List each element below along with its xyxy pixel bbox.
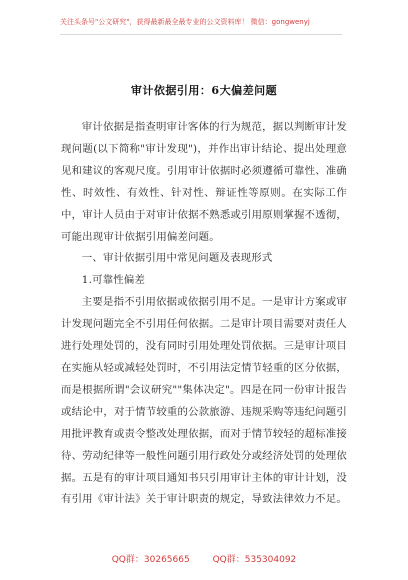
header-banner: 关注头条号"公文研究"，获得最新最全最专业的公文资料库！ 微信：gongwenyj [60,18,310,26]
header-divider [60,34,342,35]
section-heading: 一、审计依据引用中常见问题及表现形式 [81,252,273,265]
subsection-heading: 1.可靠性偏差 [81,274,146,287]
body-paragraph: 主要是指不引用依据或依据引用不足。一是审计方案或审计发现问题完全不引用任何依据。二是审计项目需要对责任人进行处理处罚的，没有同时引用处理处罚依据。三是审计项目在实施从轻或减轻处罚时，不引用法定情节轻重的区分依据，而是根据所谓"会议研究""集体决定"。四是在同一份审计报告或结论中，对于情节较重的公款旅游、违规采购等违纪问题引用批评教育或责令整改处理依据，而对于情节较轻的超标准接待、劳动纪律等一般性问题引用行政处分或经济处罚的处理依据。五是有的审计项目通知书只引用审计主体的审计计划，没有引用《审计法》关于审计职责的规定，导致法律效力不足。 [61,296,347,506]
footer-qq-group-1: QQ群：30265665 [111,555,190,565]
footer-contacts [0,552,408,565]
document-title: 审计依据引用：6大偏差问题 [130,84,278,97]
intro-paragraph: 审计依据是指查明审计客体的行为规范，据以判断审计发现问题(以下简称"审计发现")，并作出审计结论、提出处理意见和建议的客观尺度。引用审计依据时必须遵循可靠性、准确性、时效性、有效性、针对性、辩证性等原则。在实际工作中，审计人员由于对审计依据不熟悉或引用原则掌握不透彻，可能出现审计依据引用偏差问题。 [61,121,347,243]
document-body [61,117,347,511]
footer-qq-group-2: QQ群：535304092 [212,555,297,565]
